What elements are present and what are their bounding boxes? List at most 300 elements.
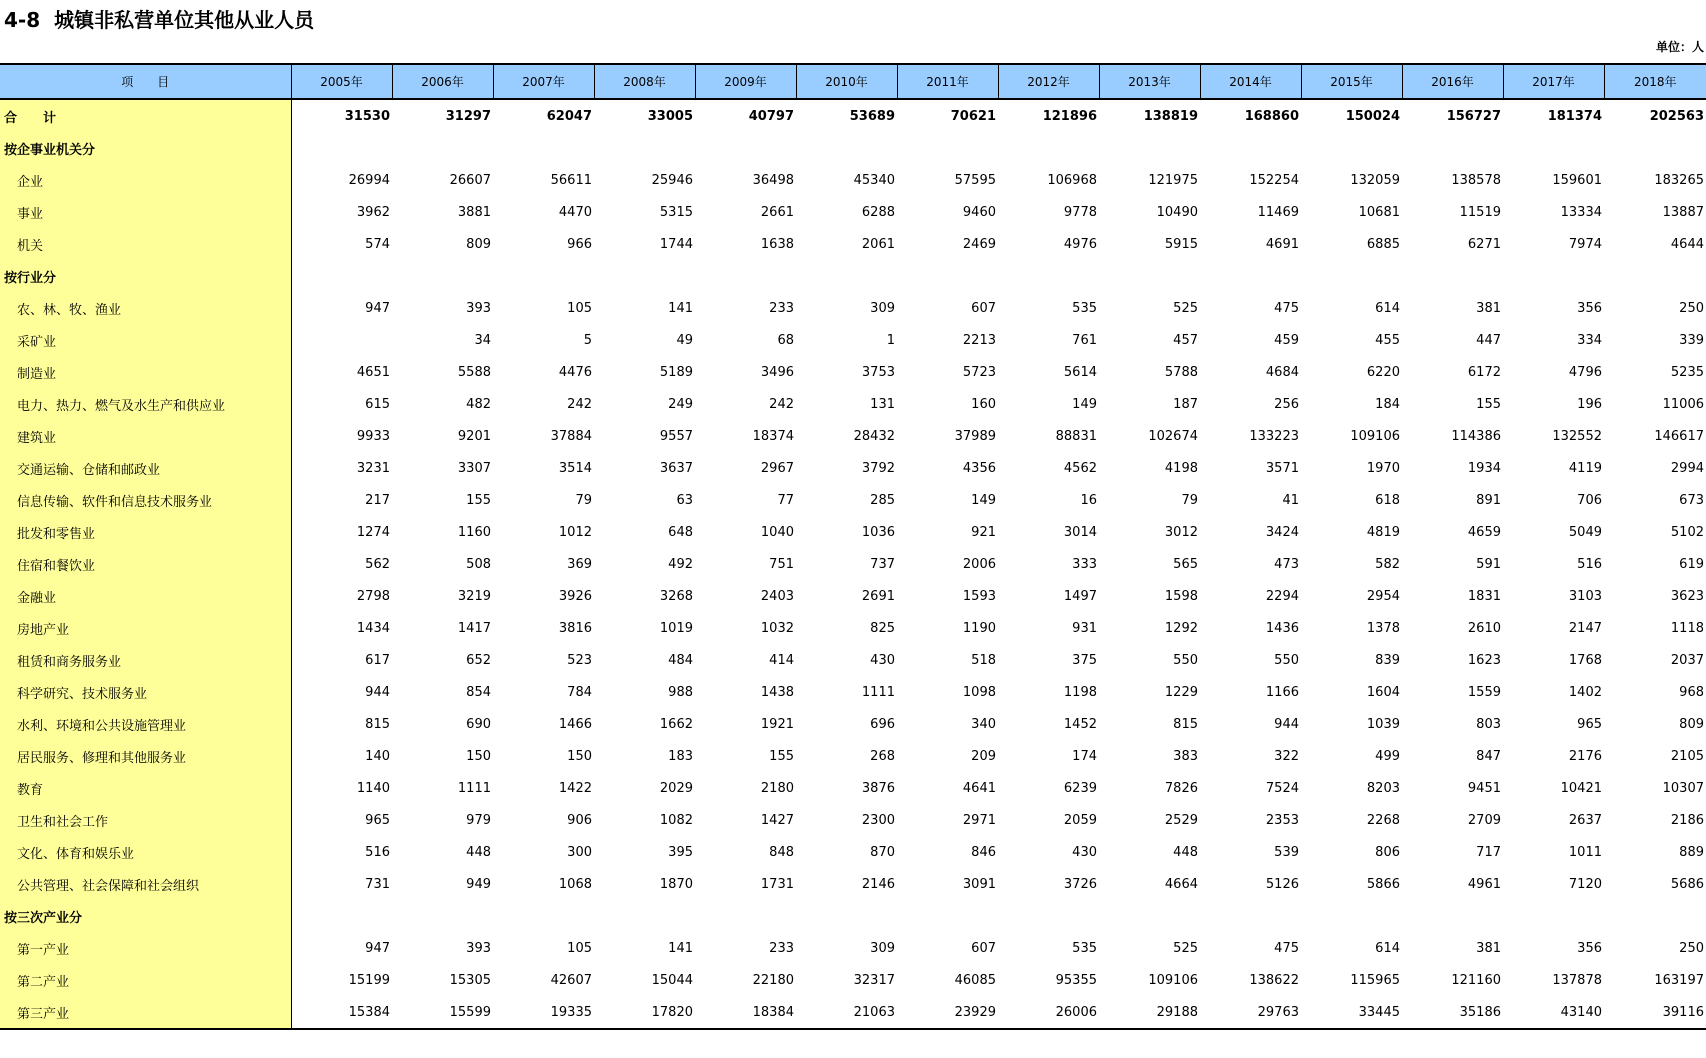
table-cell: 4819 [1366, 524, 1400, 540]
table-number: 4-8 [4, 8, 41, 32]
table-cell [1402, 900, 1503, 932]
table-cell: 1497 [1063, 588, 1097, 604]
table-cell: 3231 [356, 460, 390, 476]
table-cell: 3219 [457, 588, 491, 604]
table-cell: 1039 [1366, 716, 1400, 732]
table-cell: 33005 [647, 108, 693, 124]
table-cell: 3014 [1063, 524, 1097, 540]
table-cell: 333 [1072, 556, 1097, 572]
header-year: 2016年 [1402, 64, 1503, 99]
table-cell: 2037 [1670, 652, 1704, 668]
table-cell: 1831 [1467, 588, 1501, 604]
table-cell: 3424 [1265, 524, 1299, 540]
table-cell: 339 [1679, 332, 1704, 348]
table-cell: 803 [1476, 716, 1501, 732]
row-group-label: 按行业分 [0, 260, 291, 292]
table-cell: 63 [676, 492, 693, 508]
row-label: 金融业 [0, 580, 291, 612]
table-cell: 31530 [344, 108, 390, 124]
table-cell: 53689 [849, 108, 895, 124]
table-cell: 56611 [550, 172, 592, 188]
table-cell: 870 [870, 844, 895, 860]
table-cell: 614 [1375, 300, 1400, 316]
table-cell: 375 [1072, 652, 1097, 668]
table-cell: 4119 [1568, 460, 1602, 476]
table-cell: 4470 [558, 204, 592, 220]
row-label: 批发和零售业 [0, 516, 291, 548]
table-cell: 114386 [1451, 428, 1501, 444]
table-cell: 648 [668, 524, 693, 540]
table-cell: 825 [870, 620, 895, 636]
table-cell [1503, 260, 1604, 292]
table-cell: 455 [1375, 332, 1400, 348]
table-cell [1200, 132, 1301, 164]
table-row [0, 740, 1706, 772]
table-cell: 10421 [1560, 780, 1602, 796]
table-cell: 3962 [356, 204, 390, 220]
table-cell: 815 [1173, 716, 1198, 732]
table-cell: 5315 [659, 204, 693, 220]
table-cell: 381 [1476, 940, 1501, 956]
table-row [0, 868, 1706, 900]
table-cell: 29763 [1200, 996, 1301, 1029]
table-cell: 43140 [1503, 996, 1604, 1029]
table-cell: 3307 [457, 460, 491, 476]
table-cell: 150 [567, 748, 592, 764]
table-cell [493, 132, 594, 164]
table-cell: 1098 [962, 684, 996, 700]
table-row [0, 132, 1706, 164]
table-cell: 35186 [1402, 996, 1503, 1029]
table-cell: 1744 [659, 236, 693, 252]
table-row [0, 644, 1706, 676]
table-cell: 968 [1679, 684, 1704, 700]
table-cell: 965 [365, 812, 390, 828]
row-label: 第二产业 [0, 964, 291, 996]
table-cell: 607 [971, 940, 996, 956]
table-cell: 3623 [1670, 588, 1704, 604]
table-cell: 717 [1476, 844, 1501, 860]
table-cell: 550 [1274, 652, 1299, 668]
table-cell: 2294 [1265, 588, 1299, 604]
row-label: 机关 [0, 228, 291, 260]
table-cell: 168860 [1244, 108, 1299, 124]
table-cell: 2213 [962, 332, 996, 348]
table-cell: 21063 [796, 996, 897, 1029]
table-cell: 1604 [1366, 684, 1400, 700]
header-year: 2011年 [897, 64, 998, 99]
table-cell [291, 132, 392, 164]
table-cell [1099, 900, 1200, 932]
row-label: 租赁和商务服务业 [0, 644, 291, 676]
table-cell: 839 [1375, 652, 1400, 668]
table-cell: 492 [668, 556, 693, 572]
header-item-label: 项 目 [0, 64, 291, 99]
table-row [0, 964, 1706, 996]
table-cell: 761 [1072, 332, 1097, 348]
table-cell: 209 [971, 748, 996, 764]
table-cell: 9778 [1063, 204, 1097, 220]
table-cell: 5614 [1063, 364, 1097, 380]
table-cell: 11006 [1662, 396, 1704, 412]
table-cell: 3726 [1063, 876, 1097, 892]
header-year: 2008年 [594, 64, 695, 99]
table-cell: 1032 [760, 620, 794, 636]
table-cell: 696 [870, 716, 895, 732]
table-cell: 146617 [1654, 428, 1704, 444]
table-row [0, 612, 1706, 644]
table-cell: 159601 [1552, 172, 1602, 188]
table-cell: 2353 [1265, 812, 1299, 828]
table-cell [796, 260, 897, 292]
table-cell: 1229 [1164, 684, 1198, 700]
table-cell: 614 [1375, 940, 1400, 956]
table-cell: 2954 [1366, 588, 1400, 604]
table-cell: 617 [365, 652, 390, 668]
table-cell: 57595 [954, 172, 996, 188]
table-cell: 141 [668, 940, 693, 956]
table-row [0, 388, 1706, 420]
table-cell: 2637 [1568, 812, 1602, 828]
table-cell: 690 [466, 716, 491, 732]
table-cell [291, 900, 392, 932]
table-cell: 3637 [659, 460, 693, 476]
table-cell: 1140 [356, 780, 390, 796]
table-cell: 383 [1173, 748, 1198, 764]
table-cell: 2059 [1063, 812, 1097, 828]
table-cell: 187 [1173, 396, 1198, 412]
row-label: 第三产业 [0, 996, 291, 1029]
table-cell [1604, 132, 1706, 164]
table-cell: 3514 [558, 460, 592, 476]
table-cell: 15305 [449, 972, 491, 988]
table-cell: 482 [466, 396, 491, 412]
table-cell: 4684 [1265, 364, 1299, 380]
table-cell: 356 [1577, 300, 1602, 316]
header-year: 2007年 [493, 64, 594, 99]
table-cell: 891 [1476, 492, 1501, 508]
table-cell: 988 [668, 684, 693, 700]
table-cell: 28432 [853, 428, 895, 444]
table-cell: 133223 [1249, 428, 1299, 444]
table-cell: 499 [1375, 748, 1400, 764]
table-cell: 2403 [760, 588, 794, 604]
table-cell: 115965 [1350, 972, 1400, 988]
table-cell: 815 [365, 716, 390, 732]
table-cell: 4562 [1063, 460, 1097, 476]
table-cell: 322 [1274, 748, 1299, 764]
row-group-label: 合 计 [0, 99, 291, 132]
table-cell: 1662 [659, 716, 693, 732]
table-row [0, 516, 1706, 548]
table-cell [392, 900, 493, 932]
table-cell: 574 [365, 236, 390, 252]
table-cell: 10490 [1156, 204, 1198, 220]
table-cell: 1452 [1063, 716, 1097, 732]
table-cell: 9460 [962, 204, 996, 220]
table-cell: 2146 [861, 876, 895, 892]
table-cell: 5235 [1670, 364, 1704, 380]
table-cell: 15199 [348, 972, 390, 988]
table-row [0, 164, 1706, 196]
table-cell: 846 [971, 844, 996, 860]
table-cell: 5686 [1670, 876, 1704, 892]
table-cell: 4659 [1467, 524, 1501, 540]
table-cell: 4976 [1063, 236, 1097, 252]
table-cell: 26006 [998, 996, 1099, 1029]
table-cell: 1011 [1568, 844, 1602, 860]
table-cell: 174 [1072, 748, 1097, 764]
table-cell: 79 [1181, 492, 1198, 508]
table-cell: 1768 [1568, 652, 1602, 668]
row-label: 交通运输、仓储和邮政业 [0, 452, 291, 484]
table-cell: 731 [365, 876, 390, 892]
table-cell: 1934 [1467, 460, 1501, 476]
table-row [0, 676, 1706, 708]
table-cell: 4691 [1265, 236, 1299, 252]
table-cell: 32317 [853, 972, 895, 988]
table-cell: 196 [1577, 396, 1602, 412]
table-cell: 5723 [962, 364, 996, 380]
table-cell: 6220 [1366, 364, 1400, 380]
row-label: 第一产业 [0, 932, 291, 964]
table-cell: 26607 [449, 172, 491, 188]
table-cell: 1438 [760, 684, 794, 700]
table-row [0, 196, 1706, 228]
table-cell [1604, 900, 1706, 932]
table-cell: 1731 [760, 876, 794, 892]
table-cell: 4476 [558, 364, 592, 380]
table-cell [897, 132, 998, 164]
table-cell: 1402 [1568, 684, 1602, 700]
table-cell [594, 132, 695, 164]
table-cell: 944 [365, 684, 390, 700]
table-cell: 5049 [1568, 524, 1602, 540]
table-cell: 906 [567, 812, 592, 828]
table-cell [1200, 260, 1301, 292]
table-cell: 3881 [457, 204, 491, 220]
table-cell [695, 900, 796, 932]
table-cell: 334 [1577, 332, 1602, 348]
table-cell: 523 [567, 652, 592, 668]
table-cell: 2029 [659, 780, 693, 796]
table-row [0, 836, 1706, 868]
table-cell: 1012 [558, 524, 592, 540]
table-cell: 41 [1282, 492, 1299, 508]
table-cell: 921 [971, 524, 996, 540]
row-label: 房地产业 [0, 612, 291, 644]
table-cell: 3816 [558, 620, 592, 636]
row-label: 农、林、牧、渔业 [0, 292, 291, 324]
table-cell: 17820 [594, 996, 695, 1029]
table-cell: 565 [1173, 556, 1198, 572]
data-table-container [0, 63, 1706, 1030]
table-cell: 2709 [1467, 812, 1501, 828]
header-year: 2017年 [1503, 64, 1604, 99]
table-cell: 1921 [760, 716, 794, 732]
table-cell: 737 [870, 556, 895, 572]
table-cell [1200, 900, 1301, 932]
table-body [0, 99, 1706, 1029]
table-cell: 33445 [1301, 996, 1402, 1029]
table-cell [1503, 900, 1604, 932]
table-cell [594, 260, 695, 292]
table-row [0, 420, 1706, 452]
table-cell: 535 [1072, 940, 1097, 956]
table-cell: 31297 [445, 108, 491, 124]
table-cell: 484 [668, 652, 693, 668]
table-cell: 516 [365, 844, 390, 860]
table-cell: 525 [1173, 300, 1198, 316]
table-cell: 49 [676, 332, 693, 348]
table-cell: 3012 [1164, 524, 1198, 540]
table-row [0, 900, 1706, 932]
table-cell: 2147 [1568, 620, 1602, 636]
table-cell: 5189 [659, 364, 693, 380]
table-cell: 5788 [1164, 364, 1198, 380]
table-cell: 2006 [962, 556, 996, 572]
table-cell: 45340 [853, 172, 895, 188]
table-cell: 15044 [651, 972, 693, 988]
table-row [0, 484, 1706, 516]
table-cell: 9933 [356, 428, 390, 444]
header-year: 2012年 [998, 64, 1099, 99]
table-cell: 105 [567, 940, 592, 956]
table-cell: 109106 [1148, 972, 1198, 988]
table-cell: 535 [1072, 300, 1097, 316]
table-cell [493, 900, 594, 932]
table-cell: 393 [466, 300, 491, 316]
table-cell: 1598 [1164, 588, 1198, 604]
table-cell [1503, 132, 1604, 164]
table-cell: 285 [870, 492, 895, 508]
table-cell: 459 [1274, 332, 1299, 348]
table-cell: 854 [466, 684, 491, 700]
employment-table [0, 63, 1706, 1030]
table-cell: 202563 [1649, 108, 1704, 124]
table-cell: 2186 [1670, 812, 1704, 828]
table-cell: 947 [365, 940, 390, 956]
table-cell: 6288 [861, 204, 895, 220]
table-cell: 121975 [1148, 172, 1198, 188]
table-cell: 1190 [962, 620, 996, 636]
table-cell: 2610 [1467, 620, 1501, 636]
header-year: 2018年 [1604, 64, 1706, 99]
table-cell: 2180 [760, 780, 794, 796]
table-cell: 2061 [861, 236, 895, 252]
row-label: 科学研究、技术服务业 [0, 676, 291, 708]
table-cell: 7524 [1265, 780, 1299, 796]
table-cell: 1166 [1265, 684, 1299, 700]
table-cell: 1082 [659, 812, 693, 828]
table-row [0, 708, 1706, 740]
table-cell: 163197 [1654, 972, 1704, 988]
table-cell: 1427 [760, 812, 794, 828]
table-cell: 562 [365, 556, 390, 572]
table-cell [998, 132, 1099, 164]
table-cell: 931 [1072, 620, 1097, 636]
table-cell: 1434 [356, 620, 390, 636]
table-cell: 5 [583, 332, 592, 348]
table-cell [1099, 132, 1200, 164]
table-cell: 473 [1274, 556, 1299, 572]
table-cell: 181374 [1547, 108, 1602, 124]
table-cell: 5126 [1265, 876, 1299, 892]
table-cell: 152254 [1249, 172, 1299, 188]
table-cell: 3268 [659, 588, 693, 604]
table-cell: 106968 [1047, 172, 1097, 188]
row-label: 公共管理、社会保障和社会组织 [0, 868, 291, 900]
table-cell: 8203 [1366, 780, 1400, 796]
table-cell [291, 324, 392, 356]
table-cell: 618 [1375, 492, 1400, 508]
table-cell: 233 [769, 300, 794, 316]
table-cell: 309 [870, 300, 895, 316]
table-cell: 249 [668, 396, 693, 412]
table-cell: 847 [1476, 748, 1501, 764]
table-cell: 7120 [1568, 876, 1602, 892]
table-cell: 430 [870, 652, 895, 668]
table-cell: 300 [567, 844, 592, 860]
table-cell: 525 [1173, 940, 1198, 956]
header-year: 2014年 [1200, 64, 1301, 99]
table-cell [594, 900, 695, 932]
table-cell: 37884 [550, 428, 592, 444]
table-cell: 13334 [1560, 204, 1602, 220]
table-cell: 965 [1577, 716, 1602, 732]
table-cell: 70621 [950, 108, 996, 124]
table-cell: 2967 [760, 460, 794, 476]
table-cell: 1970 [1366, 460, 1400, 476]
table-cell: 156727 [1446, 108, 1501, 124]
table-cell: 138622 [1249, 972, 1299, 988]
table-cell: 2971 [962, 812, 996, 828]
table-cell: 242 [567, 396, 592, 412]
table-cell: 3792 [861, 460, 895, 476]
table-cell: 1870 [659, 876, 693, 892]
table-cell: 138578 [1451, 172, 1501, 188]
header-year: 2015年 [1301, 64, 1402, 99]
table-cell: 1436 [1265, 620, 1299, 636]
table-cell [796, 132, 897, 164]
table-cell: 62047 [546, 108, 592, 124]
table-cell: 591 [1476, 556, 1501, 572]
table-cell [1402, 260, 1503, 292]
table-cell: 121160 [1451, 972, 1501, 988]
table-cell: 1 [886, 332, 895, 348]
table-cell: 155 [769, 748, 794, 764]
table-cell: 1118 [1670, 620, 1704, 636]
table-cell: 447 [1476, 332, 1501, 348]
table-cell: 132552 [1552, 428, 1602, 444]
table-cell: 68 [777, 332, 794, 348]
table-row [0, 932, 1706, 964]
table-cell: 809 [466, 236, 491, 252]
table-cell: 18374 [752, 428, 794, 444]
table-cell: 508 [466, 556, 491, 572]
table-cell: 1274 [356, 524, 390, 540]
row-label: 卫生和社会工作 [0, 804, 291, 836]
table-cell: 673 [1679, 492, 1704, 508]
table-cell: 242 [769, 396, 794, 412]
table-cell [1301, 900, 1402, 932]
table-cell: 340 [971, 716, 996, 732]
table-cell: 150 [466, 748, 491, 764]
table-cell: 250 [1679, 940, 1704, 956]
table-cell: 6239 [1063, 780, 1097, 796]
table-cell: 40797 [748, 108, 794, 124]
row-label: 电力、热力、燃气及水生产和供应业 [0, 388, 291, 420]
